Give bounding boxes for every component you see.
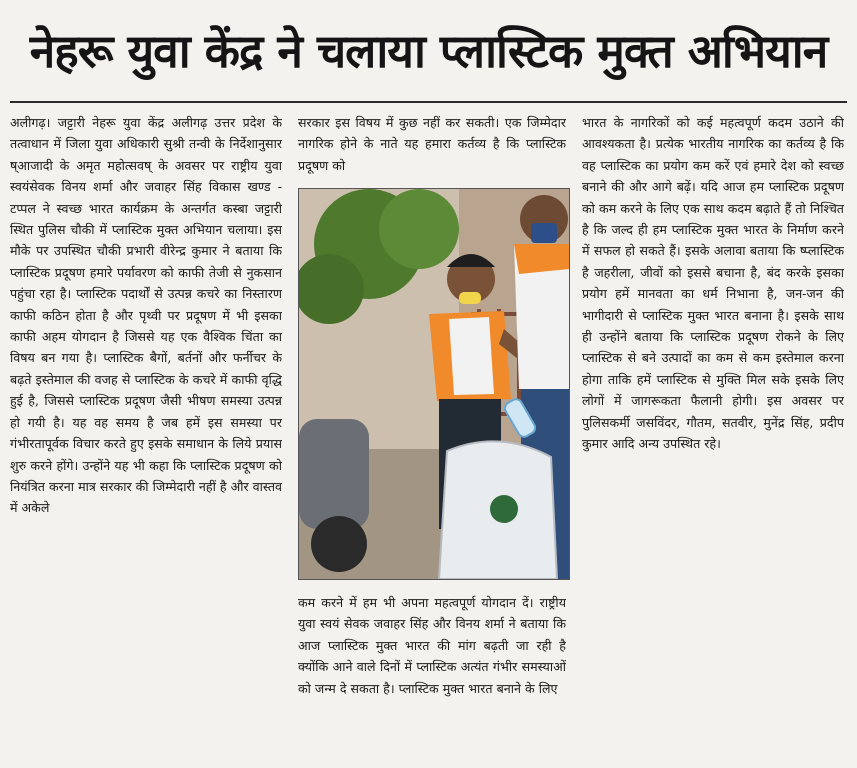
headline-rule [10, 101, 847, 103]
column-2-bottom-text: कम करने में हम भी अपना महत्वपूर्ण योगदान दें। राष्ट्रीय युवा स्वयं सेवक जवाहर सिंह और विनय शर्मा ने बताया कि आज प्लास्टिक मुक्त भारत की मांग बढ़ती जा रही है क्योंकि आने वाले दिनों में प्लास्टिक अत्यंत गंभीर समस्याओं को जन्म दे सकता है। प्लास्टिक मुक्त भारत बनाने के लिए [298, 595, 566, 696]
article-column-2-top [298, 112, 566, 184]
article-column-2-bottom [298, 592, 566, 762]
headline: नेहरू युवा केंद्र ने चलाया प्लास्टिक मुक्त अभियान [29, 24, 828, 78]
column-3-text: भारत के नागरिकों को कई महत्वपूर्ण कदम उठाने की आवश्यकता है। प्रत्येक भारतीय नागरिक का कर्तव्य है कि वह प्लास्टिक का प्रयोग कम करें एवं हमारे देश को स्वच्छ बनाने की और आगे बढ़ें। यदि आज हम प्लास्टिक प्रदूषण को कम करने के लिए एक साथ कदम बढ़ाते हैं तो निश्चित है कि जल्द ही हम प्लास्टिक मुक्त भारत के निर्माण करने में सफल हो सकते हैं। इसके अलावा बताया कि ष्प्लास्टिक है जहरीला, जीवों को इससे बचाना है, बंद करके इसका प्रयोग हमें मानवता का धर्म निभाना है, जन-जन की भागीदारी से प्लास्टिक मुक्त भारत बनाना है। इसके साथ ही उन्होंने बताया कि प्लास्टिक प्रदूषण रोकने के लिए प्लास्टिक से बने उत्पादों का कम से कम इस्तेमाल करना होगा ताकि हमें प्लास्टिक से मुक्ति मिल सके इसके लिए लोगों में जागरूकता फैलानी होगी। इस अवसर पर पुलिसकर्मी जसविंदर, गौतम, सतवीर, मुनेंद्र सिंह, प्रदीप कुमार आदि अन्य उपस्थित रहे। [582, 115, 844, 452]
volunteers-collecting-plastic-illustration [299, 189, 569, 579]
article-column-1 [10, 112, 282, 762]
news-photo [298, 188, 570, 580]
photo-garbage-bag [439, 441, 557, 579]
column-1-text: अलीगढ़। जट्टारी नेहरू युवा केंद्र अलीगढ़ उत्तर प्रदेश के तत्वाधान में जिला युवा अधिकारी सुश्री तन्वी के निर्देशानुसार ष्आजादी के अमृत महोत्सवष् के अवसर पर राष्ट्रीय युवा स्वयंसेवक विनय शर्मा और जवाहर सिंह विकास खण्ड - टप्पल ने स्वच्छ भारत कार्यक्रम के अन्तर्गत कस्बा जट्टारी स्थित पुलिस चौकी में प्लास्टिक मुक्त अभियान चलाया। इस मौके पर उपस्थित चौकी प्रभारी वीरेन्द्र कुमार ने बताया कि प्लास्टिक प्रदूषण हमारे पर्यावरण को काफी तेजी से नुकसान पहुंचा रहा है। प्लास्टिक पदार्थों से उत्पन्न कचरे का निस्तारण काफी कठिन होता है और पृथ्वी पर प्रदूषण में भी इसका काफी अहम योगदान है जिससे यह एक वैश्विक चिंता का विषय बन गया है। प्लास्टिक बैगों, बर्तनों और फर्नीचर के बढ़ते इस्तेमाल की वजह से प्लास्टिक के कचरे में काफी वृद्धि हुई है, जिससे प्लास्टिक प्रदूषण जैसी भीषण समस्या उत्पन्न हो गयी है। यह वह समय है जब हमें इस समस्या पर गंभीरतापूर्वक विचार करते हुए इसके समाधान के लिये प्रयास शुरु करने होंगे। उन्होंने यह भी कहा कि प्लास्टिक प्रदूषण को नियंत्रित करना मात्र सरकार की जिम्मेदारी नहीं है और वास्तव में अकेले [10, 115, 282, 516]
column-2-top-text: सरकार इस विषय में कुछ नहीं कर सकती। एक जिम्मेदार नागरिक होने के नाते यह हमारा कर्तव्य है कि प्लास्टिक प्रदूषण को [298, 115, 566, 173]
article-column-3 [582, 112, 844, 762]
